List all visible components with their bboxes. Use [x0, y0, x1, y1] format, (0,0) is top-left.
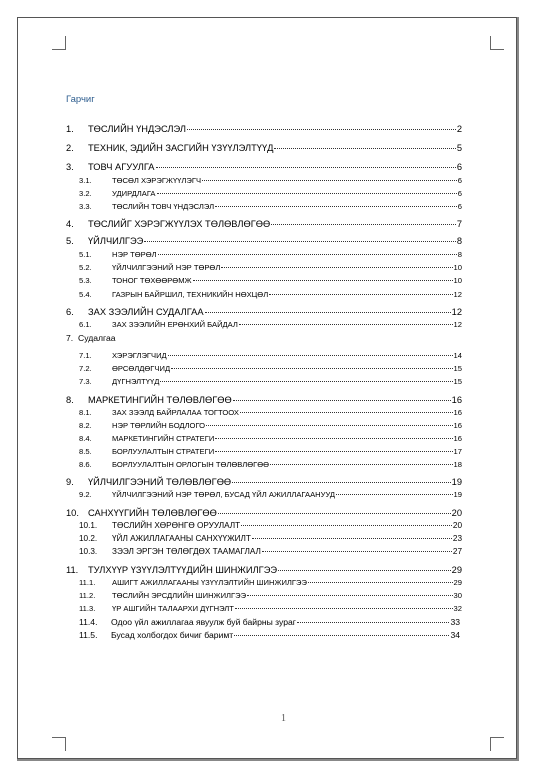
toc-dot-leader — [278, 570, 451, 571]
toc-dot-leader — [205, 312, 451, 313]
toc-entry-page: 10 — [453, 263, 462, 272]
toc-entry-page: 32 — [453, 604, 462, 613]
toc-dot-leader — [233, 400, 451, 401]
toc-entry-number: 2. — [66, 143, 74, 153]
toc-entry-page: 15 — [453, 377, 462, 386]
toc-dot-leader — [171, 368, 452, 369]
toc-entry-page: 16 — [451, 395, 462, 405]
toc-entry-title: ДҮГНЭЛТҮҮД — [112, 377, 160, 386]
toc-entry-number: 7. — [66, 333, 74, 343]
toc-entry-page: 20 — [452, 521, 462, 530]
toc-entry[interactable] — [79, 263, 462, 275]
toc-dot-leader — [336, 494, 452, 495]
toc-entry-page: 7 — [456, 219, 462, 229]
toc-entry-page: 6 — [457, 189, 462, 198]
toc-entry-number: 9.2. — [79, 490, 92, 499]
toc-dot-leader — [202, 180, 457, 181]
toc-entry-title: НЭР ТӨРЛИЙН БОДЛОГО — [112, 421, 206, 430]
toc-entry[interactable] — [66, 477, 462, 489]
toc-dot-leader — [158, 254, 457, 255]
toc-entry[interactable] — [79, 547, 462, 559]
toc-entry[interactable] — [79, 534, 462, 546]
toc-entry[interactable] — [66, 508, 462, 520]
toc-entry-title: АШИГТ АЖИЛЛАГААНЫ ҮЗҮҮЛЭЛТИЙН ШИНЖИЛГЭЭ — [112, 578, 307, 587]
toc-entry-title: ЗАХ ЗЭЭЛИЙН СУДАЛГАА — [88, 307, 204, 317]
toc-entry[interactable] — [79, 578, 462, 590]
toc-entry-page: 8 — [456, 236, 462, 246]
toc-entry[interactable] — [66, 236, 462, 248]
toc-entry-number: 5.2. — [79, 263, 92, 272]
toc-entry-page: 29 — [451, 565, 462, 575]
toc-dot-leader — [308, 582, 453, 583]
toc-entry-number: 10.1. — [79, 521, 98, 530]
toc-entry-number: 8.5. — [79, 447, 92, 456]
toc-entry[interactable] — [79, 276, 462, 288]
toc-entry-number: 11.5. — [79, 630, 98, 640]
toc-dot-leader — [144, 241, 455, 242]
toc-dot-leader — [168, 355, 453, 356]
toc-entry-page: 5 — [456, 143, 462, 153]
toc-entry[interactable] — [79, 364, 462, 376]
toc-entry-title: БОРЛУУЛАЛТЫН ОРЛОГЫН ТӨЛӨВЛӨГӨӨ — [112, 460, 270, 469]
toc-entry-title: ҮЙЛЧИЛГЭЭНИЙ НЭР ТӨРӨЛ, БУСАД ҮЙЛ АЖИЛЛАГААНУУД — [112, 490, 336, 499]
toc-entry[interactable] — [79, 320, 462, 332]
toc-entry-page: 15 — [453, 364, 462, 373]
toc-entry-page: 6 — [457, 176, 462, 185]
toc-entry-number: 11.1. — [79, 578, 96, 587]
toc-entry-number: 6. — [66, 307, 74, 317]
toc-entry[interactable] — [79, 447, 462, 459]
toc-entry[interactable] — [79, 460, 462, 472]
toc-entry-title: БОРЛУУЛАЛТЫН СТРАТЕГИ — [112, 447, 215, 456]
toc-dot-leader — [218, 513, 451, 514]
toc-entry-number: 5. — [66, 236, 74, 246]
toc-dot-leader — [235, 608, 453, 609]
toc-entry-page: 19 — [453, 490, 462, 499]
toc-entry-page: 18 — [453, 460, 462, 469]
toc-entry-number: 8.4. — [79, 434, 92, 443]
toc-dot-leader — [232, 482, 450, 483]
toc-dot-leader — [187, 129, 456, 130]
toc-entry-page: 10 — [453, 276, 462, 285]
toc-entry-number: 8. — [66, 395, 74, 405]
toc-entry-page: 16 — [453, 408, 462, 417]
toc-entry-number: 3.1. — [79, 176, 92, 185]
toc-entry-title: САНХҮҮГИЙН ТӨЛӨВЛӨГӨӨ — [88, 508, 217, 518]
toc-entry-page: 27 — [452, 547, 462, 556]
toc-entry-title: ЗЭЭЛ ЭРГЭН ТӨЛӨГДӨХ ТААМАГЛАЛ — [112, 547, 261, 556]
toc-entry[interactable] — [79, 202, 462, 214]
toc-entry-page: 19 — [451, 477, 462, 487]
toc-dot-leader — [234, 635, 449, 636]
toc-entry-title: УДИРДЛАГА — [112, 189, 156, 198]
toc-entry[interactable] — [79, 630, 460, 642]
toc-entry[interactable] — [79, 421, 462, 433]
toc-dot-leader — [252, 538, 452, 539]
toc-entry[interactable] — [79, 290, 462, 302]
toc-entry-page: 29 — [453, 578, 462, 587]
toc-dot-leader — [274, 148, 455, 149]
toc-entry[interactable] — [79, 377, 462, 389]
toc-entry-page: 6 — [456, 162, 462, 172]
toc-entry[interactable] — [66, 143, 462, 155]
toc-entry[interactable] — [66, 565, 462, 577]
toc-entry-title: ТОВЧ АГУУЛГА — [88, 162, 155, 172]
toc-entry-title: ҮЙЛЧИЛГЭЭНИЙ ТӨЛӨВЛӨГӨӨ — [88, 477, 232, 487]
page-number: 1 — [281, 713, 286, 724]
toc-entry-title: МАРКЕТИНГИЙН СТРАТЕГИ — [112, 434, 215, 443]
toc-entry[interactable] — [79, 250, 462, 262]
toc-entry-number: 11.4. — [79, 617, 98, 627]
crop-mark-bottom-right — [490, 737, 504, 751]
toc-entry[interactable] — [66, 307, 462, 319]
toc-entry-page: 12 — [453, 290, 462, 299]
toc-entry[interactable] — [79, 617, 460, 629]
toc-dot-leader — [215, 451, 452, 452]
toc-entry-page: 2 — [456, 124, 462, 134]
toc-entry-title: ТУЛХҮҮР ҮЗҮҮЛЭЛТҮҮДИЙН ШИНЖИЛГЭЭ — [88, 565, 278, 575]
toc-dot-leader — [271, 224, 456, 225]
toc-dot-leader — [241, 525, 452, 526]
toc-dot-leader — [160, 381, 452, 382]
toc-entry-title: ТӨСӨЛ ХЭРЭГЖҮҮЛЭГЧ — [112, 176, 202, 185]
toc-entry-title: ТӨСЛИЙН ТОВЧ ҮНДЭСЛЭЛ — [112, 202, 215, 211]
toc-entry[interactable] — [66, 395, 462, 407]
toc-entry-title: ТӨСЛИЙГ ХЭРЭГЖҮҮЛЭХ ТӨЛӨВЛӨГӨӨ — [88, 219, 271, 229]
toc-entry[interactable] — [79, 591, 462, 603]
toc-entry-number: 3. — [66, 162, 74, 172]
toc-entry-title: МАРКЕТИНГИЙН ТӨЛӨВЛӨГӨӨ — [88, 395, 232, 405]
toc-entry-title: ТОНОГ ТӨХӨӨРӨМЖ — [112, 276, 192, 285]
toc-dot-leader — [297, 622, 450, 623]
toc-entry-title: Одоо үйл ажиллагаа явуулж буй байрны зураг — [111, 617, 296, 627]
toc-entry[interactable] — [79, 490, 462, 502]
toc-entry-page: 34 — [450, 630, 460, 640]
toc-entry-title: ЗАХ ЗЭЭЛД БАЙРЛАЛАА ТОГТООХ — [112, 408, 239, 417]
toc-entry-number: 10. — [66, 508, 79, 518]
toc-entry-number: 5.4. — [79, 290, 92, 299]
toc-entry-page: 23 — [452, 534, 462, 543]
toc-entry-page: 12 — [451, 307, 462, 317]
toc-entry-number: 7.1. — [79, 351, 92, 360]
toc-entry-number: 8.1. — [79, 408, 92, 417]
toc-entry-title: ГАЗРЫН БАЙРШИЛ, ТЕХНИКИЙН НӨХЦӨЛ — [112, 290, 269, 299]
toc-entry-page: 14 — [453, 351, 462, 360]
toc-dot-leader — [215, 438, 452, 439]
crop-mark-bottom-left — [52, 737, 66, 751]
toc-entry-title: ХЭРЭГЛЭГЧИД — [112, 351, 167, 360]
toc-entry-number: 7.3. — [79, 377, 92, 386]
toc-entry-title: ТӨСЛИЙН ҮНДЭСЛЭЛ — [88, 124, 186, 134]
toc-title: Гарчиг — [66, 94, 95, 105]
toc-entry-title: НЭР ТӨРӨЛ — [112, 250, 157, 259]
toc-entry[interactable] — [66, 333, 460, 345]
toc-entry-title: ТӨСЛИЙН ХӨРӨНГӨ ОРУУЛАЛТ — [112, 521, 241, 530]
toc-dot-leader — [247, 595, 453, 596]
toc-dot-leader — [240, 412, 453, 413]
toc-entry[interactable] — [79, 434, 462, 446]
toc-entry-number: 8.2. — [79, 421, 92, 430]
toc-entry-number: 9. — [66, 477, 74, 487]
toc-entry[interactable] — [79, 189, 462, 201]
toc-entry-number: 3.3. — [79, 202, 92, 211]
toc-entry-number: 11.2. — [79, 591, 96, 600]
toc-dot-leader — [156, 167, 456, 168]
toc-entry-page: 6 — [457, 202, 462, 211]
toc-entry[interactable] — [79, 351, 462, 363]
toc-dot-leader — [270, 464, 452, 465]
toc-entry-title: ТӨСЛИЙН ЭРСДЛИЙН ШИНЖИЛГЭЭ — [112, 591, 247, 600]
toc-entry-title: ҮР АШГИЙН ТАЛААРХИ ДҮГНЭЛТ — [112, 604, 234, 613]
toc-entry-number: 7.2. — [79, 364, 92, 373]
toc-entry-title: ҮЙЛ АЖИЛЛАГААНЫ САНХҮҮЖИЛТ — [112, 534, 251, 543]
toc-entry-title: ҮЙЛЧИЛГЭЭ — [88, 236, 144, 246]
toc-entry-number: 10.2. — [79, 534, 98, 543]
toc-dot-leader — [269, 294, 452, 295]
toc-entry[interactable] — [79, 176, 462, 188]
toc-entry-page: 12 — [453, 320, 462, 329]
toc-entry-title: ТЕХНИК, ЭДИЙН ЗАСГИЙН ҮЗҮҮЛЭЛТҮҮД — [88, 143, 274, 153]
toc-entry-number: 1. — [66, 124, 74, 134]
toc-entry[interactable] — [79, 521, 462, 533]
toc-dot-leader — [221, 267, 452, 268]
toc-entry-page: 8 — [457, 250, 462, 259]
toc-entry-number: 5.1. — [79, 250, 92, 259]
toc-entry-number: 10.3. — [79, 547, 98, 556]
toc-entry-number: 11. — [66, 565, 79, 575]
toc-entry-page: 20 — [451, 508, 462, 518]
toc-entry[interactable] — [66, 162, 462, 174]
toc-entry-title: ӨРСӨЛДӨГЧИД — [112, 364, 171, 373]
toc-dot-leader — [193, 280, 453, 281]
toc-dot-leader — [262, 551, 452, 552]
toc-dot-leader — [239, 324, 453, 325]
toc-entry-page: 33 — [450, 617, 460, 627]
toc-entry-page: 17 — [453, 447, 462, 456]
toc-entry-number: 4. — [66, 219, 74, 229]
toc-entry-page: 16 — [453, 421, 462, 430]
toc-entry-number: 5.3. — [79, 276, 92, 285]
toc-entry-title: Бусад холбогдох бичиг баримт — [111, 630, 234, 640]
toc-dot-leader — [157, 193, 457, 194]
toc-entry-number: 6.1. — [79, 320, 92, 329]
toc-entry-page: 30 — [453, 591, 462, 600]
toc-entry-number: 11.3. — [79, 604, 96, 613]
toc-entry-number: 3.2. — [79, 189, 92, 198]
toc-entry-title: ЗАХ ЗЭЭЛИЙН ЕРӨНХИЙ БАЙДАЛ — [112, 320, 238, 329]
toc-entry[interactable] — [79, 408, 462, 420]
toc-entry-title: ҮЙЛЧИЛГЭЭНИЙ НЭР ТӨРӨЛ — [112, 263, 221, 272]
toc-dot-leader — [206, 425, 452, 426]
toc-entry[interactable] — [66, 219, 462, 231]
toc-entry-number: 8.6. — [79, 460, 92, 469]
toc-entry[interactable] — [79, 604, 462, 616]
toc-entry-page: 16 — [453, 434, 462, 443]
toc-dot-leader — [215, 206, 457, 207]
toc-entry[interactable] — [66, 124, 462, 136]
toc-entry-title: Судалгаа — [78, 333, 116, 343]
